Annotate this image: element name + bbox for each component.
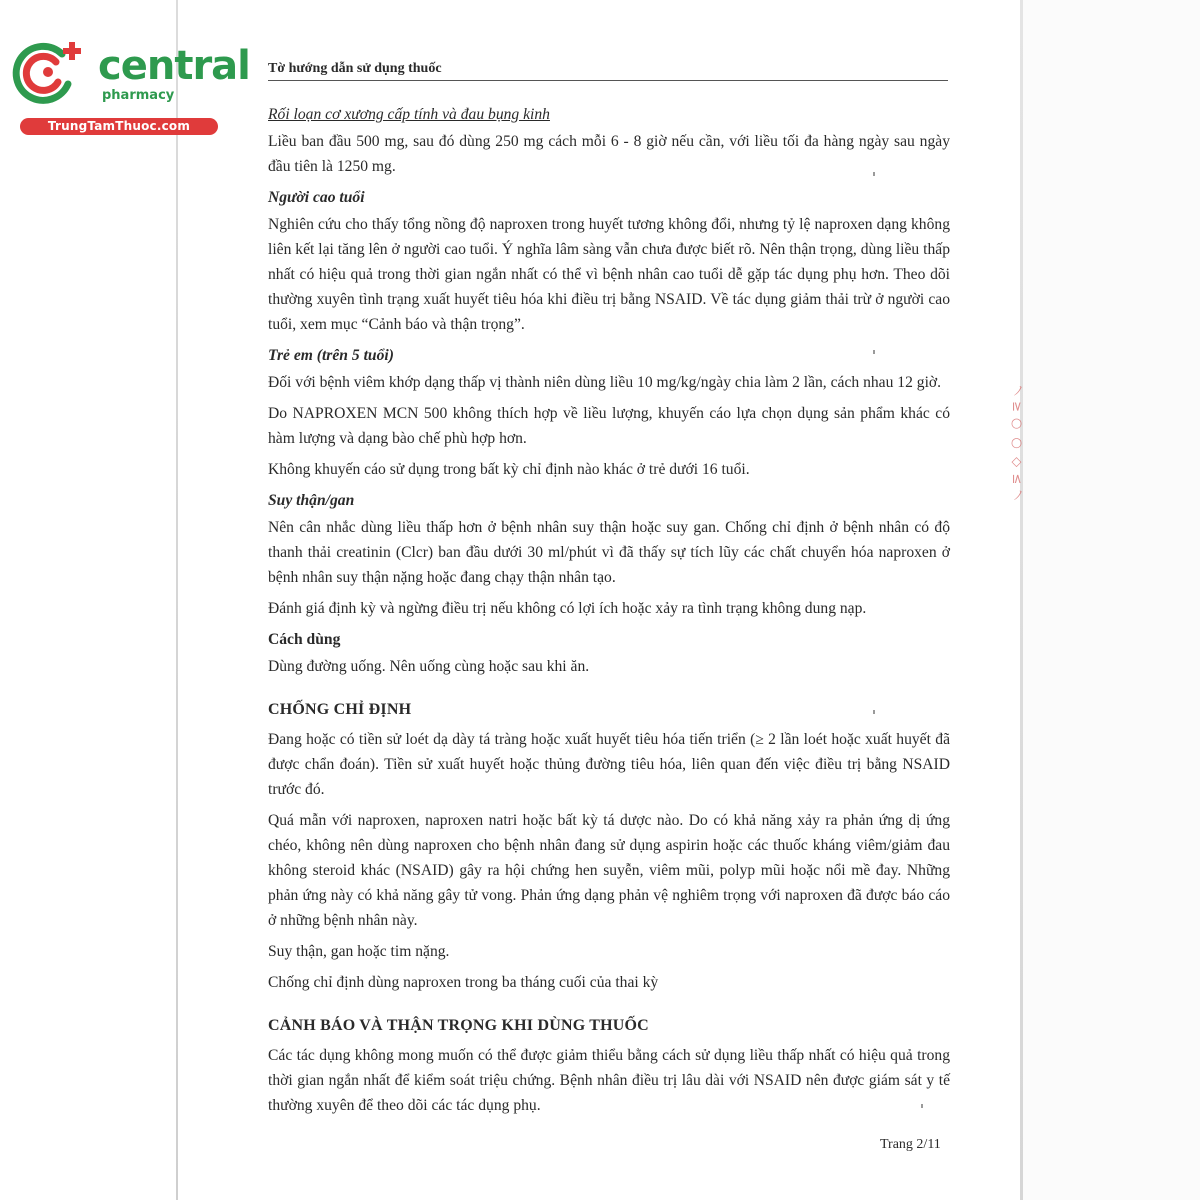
usage-heading: Cách dùng	[268, 631, 341, 648]
children-paragraph-2: Do NAPROXEN MCN 500 không thích hợp về liều lượng, khuyến cáo lựa chọn dụng sản phẩm khác có hàm lượng và dạng bào chế phù hợp hơn.	[268, 405, 950, 447]
scan-speck	[873, 350, 875, 354]
page-number: Trang 2/11	[880, 1137, 941, 1152]
scan-edge-left	[176, 0, 178, 1200]
children-heading: Trẻ em (trên 5 tuổi)	[268, 347, 394, 364]
central-logo-icon	[10, 38, 90, 108]
children-paragraph-1: Đối với bệnh viêm khớp dạng thấp vị thành niên dùng liều 10 mg/kg/ngày chia làm 2 lần, cách nhau 12 giờ.	[268, 374, 942, 391]
children-paragraph-3: Không khuyến cáo sử dụng trong bất kỳ chỉ định nào khác ở trẻ dưới 16 tuổi.	[268, 461, 750, 478]
musculoskeletal-paragraph: Liều ban đầu 500 mg, sau đó dùng 250 mg cách mỗi 6 - 8 giờ nếu cần, với liều tối đa hàng ngày sau ngày đầu tiên là 1250 mg.	[268, 133, 950, 175]
scan-margin	[1023, 0, 1200, 1200]
scan-speck	[921, 1104, 923, 1108]
contraindications-paragraph-2: Quá mẫn với naproxen, naproxen natri hoặc bất kỳ tá dược nào. Do có khả năng xảy ra phản ứng dị ứng chéo, không nên dùng naproxen cho bệnh nhân đang sử dụng aspirin hoặc các thuốc kháng viêm/giảm đau không steroid khác (NSAID) gây ra hội chứng hen suyễn, viêm mũi, polyp mũi hoặc nổi mề đay. Những phản ứng này có khả năng gây tử vong. Phản ứng dạng phản vệ nghiêm trọng với naproxen đã được báo cáo ở những bệnh nhân này.	[268, 812, 950, 929]
logo-subtitle: pharmacy	[102, 88, 175, 103]
document-body	[268, 102, 950, 1124]
musculoskeletal-heading: Rối loạn cơ xương cấp tính và đau bụng kinh	[268, 106, 550, 123]
contraindications-paragraph-1: Đang hoặc có tiền sử loét dạ dày tá tràng hoặc xuất huyết tiêu hóa tiến triển (≥ 2 lần loét hoặc xuất huyết đã được chẩn đoán). Tiền sử xuất huyết hoặc thủng đường tiêu hóa, liên quan đến việc điều trị bằng NSAID trước đó.	[268, 731, 950, 798]
contraindications-paragraph-4: Chống chỉ định dùng naproxen trong ba tháng cuối của thai kỳ	[268, 974, 659, 991]
renal-hepatic-heading: Suy thận/gan	[268, 492, 355, 509]
central-pharmacy-logo[interactable]	[10, 38, 250, 138]
elderly-paragraph: Nghiên cứu cho thấy tổng nồng độ naproxen trong huyết tương không đổi, nhưng tỷ lệ naproxen dạng không liên kết lại tăng lên ở người cao tuổi. Ý nghĩa lâm sàng vẫn chưa được biết rõ. Nên thận trọng, dùng liều thấp nhất có hiệu quả trong thời gian ngắn nhất có thể vì bệnh nhân cao tuổi dễ gặp tác dụng phụ hơn. Theo dõi thường xuyên tình trạng xuất huyết tiêu hóa khi điều trị bằng NSAID. Về tác dụng giảm thải trừ ở người cao tuổi, xem mục “Cảnh báo và thận trọng”.	[268, 216, 950, 333]
warnings-paragraph: Các tác dụng không mong muốn có thể được giảm thiểu bằng cách sử dụng liều thấp nhất có hiệu quả trong thời gian ngắn nhất để kiểm soát triệu chứng. Bệnh nhân điều trị lâu dài với NSAID nên được giám sát y tế thường xuyên để theo dõi các tác dụng phụ.	[268, 1047, 950, 1114]
warnings-heading: CẢNH BÁO VÀ THẬN TRỌNG KHI DÙNG THUỐC	[268, 1017, 649, 1034]
contraindications-heading: CHỐNG CHỈ ĐỊNH	[268, 701, 412, 718]
usage-paragraph: Dùng đường uống. Nên uống cùng hoặc sau khi ăn.	[268, 658, 590, 675]
document-header: Tờ hướng dẫn sử dụng thuốc	[268, 60, 948, 81]
renal-hepatic-paragraph-1: Nên cân nhắc dùng liều thấp hơn ở bệnh nhân suy thận hoặc suy gan. Chống chỉ định ở bệnh nhân có độ thanh thải creatinin (Clcr) ban đầu dưới 30 ml/phút vì đã thấy sự tích lũy các chất chuyển hóa naproxen ở bệnh nhân suy thận nặng hoặc đang chạy thận nhân tạo.	[268, 519, 950, 586]
logo-wordmark: central	[98, 43, 250, 89]
scan-speck	[873, 172, 875, 176]
contraindications-paragraph-3: Suy thận, gan hoặc tim nặng.	[268, 943, 450, 960]
red-stamp-marks: ノ ≥ ○ ○ ◇ ≤ ノ	[1009, 384, 1024, 502]
scan-speck	[873, 710, 875, 714]
elderly-heading: Người cao tuổi	[268, 189, 365, 206]
renal-hepatic-paragraph-2: Đánh giá định kỳ và ngừng điều trị nếu không có lợi ích hoặc xảy ra tình trạng không dung nạp.	[268, 600, 867, 617]
logo-url-badge: TrungTamThuoc.com	[20, 118, 218, 135]
